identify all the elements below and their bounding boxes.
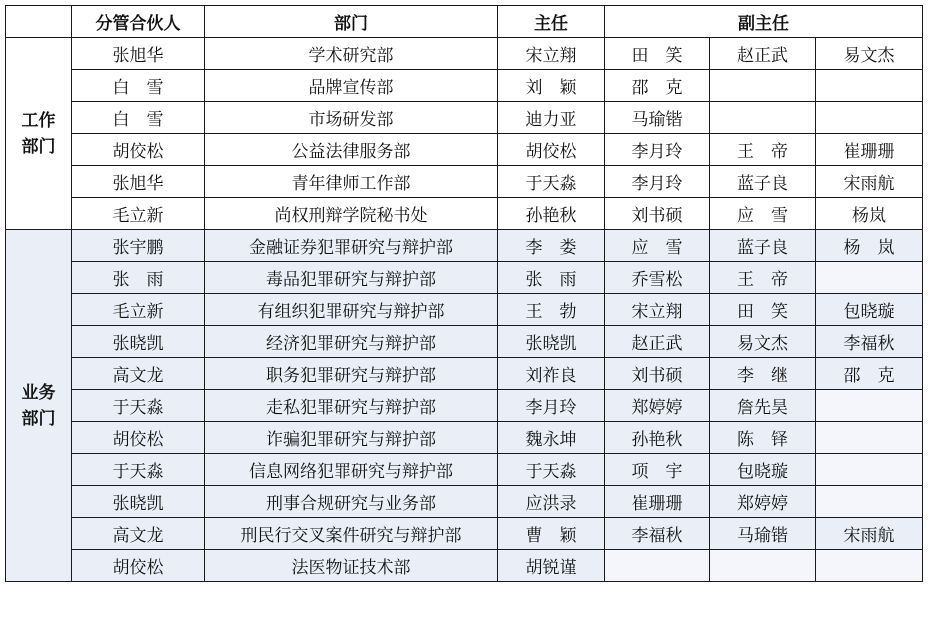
deputy-director-cell: 宋雨航 [816,518,923,550]
director-cell: 魏永坤 [498,422,605,454]
director-cell: 张 雨 [498,262,605,294]
deputy-director-cell: 邵 克 [816,358,923,390]
deputy-director-cell: 项 宇 [605,454,710,486]
deputy-director-cell: 王 帝 [710,134,816,166]
director-cell: 刘 颖 [498,70,605,102]
partner-cell: 于天淼 [72,454,205,486]
deputy-director-cell: 李 继 [710,358,816,390]
section-label [6,38,72,230]
department-cell: 诈骗犯罪研究与辩护部 [205,422,498,454]
table-row [6,38,923,70]
table-row [6,422,923,454]
director-cell: 胡锐谨 [498,550,605,582]
table-row [6,70,923,102]
department-cell: 经济犯罪研究与辩护部 [205,326,498,358]
partner-cell: 白 雪 [72,70,205,102]
partner-cell: 胡佼松 [72,134,205,166]
table-row [6,262,923,294]
deputy-director-cell [710,102,816,134]
deputy-director-cell [816,390,923,422]
director-cell: 于天淼 [498,454,605,486]
partner-cell: 张宇鹏 [72,230,205,262]
deputy-director-cell: 李福秋 [605,518,710,550]
deputy-director-cell: 田 笑 [710,294,816,326]
department-cell: 毒品犯罪研究与辩护部 [205,262,498,294]
table-row [6,358,923,390]
department-cell: 青年律师工作部 [205,166,498,198]
section-label-line: 部门 [21,136,56,157]
partner-cell: 于天淼 [72,390,205,422]
header-director: 主任 [498,6,605,38]
deputy-director-cell: 詹先昊 [710,390,816,422]
partner-cell: 毛立新 [72,294,205,326]
deputy-director-cell: 宋立翔 [605,294,710,326]
deputy-director-cell: 崔珊珊 [816,134,923,166]
deputy-director-cell [816,102,923,134]
header-section [6,6,72,38]
deputy-director-cell: 刘书硕 [605,198,710,230]
director-cell: 李月玲 [498,390,605,422]
director-cell: 胡佼松 [498,134,605,166]
section-label [6,230,72,582]
deputy-director-cell: 杨 岚 [816,230,923,262]
deputy-director-cell: 马瑜锴 [710,518,816,550]
partner-cell: 张旭华 [72,38,205,70]
table-row [6,230,923,262]
deputy-director-cell: 包晓璇 [710,454,816,486]
deputy-director-cell: 蓝子良 [710,166,816,198]
department-cell: 刑民行交叉案件研究与辩护部 [205,518,498,550]
director-cell: 迪力亚 [498,102,605,134]
section-label-line: 部门 [21,408,56,429]
department-cell: 金融证券犯罪研究与辩护部 [205,230,498,262]
department-cell: 尚权刑辩学院秘书处 [205,198,498,230]
deputy-director-cell [605,550,710,582]
director-cell: 宋立翔 [498,38,605,70]
deputy-director-cell: 郑婷婷 [605,390,710,422]
department-cell: 学术研究部 [205,38,498,70]
director-cell: 应洪录 [498,486,605,518]
deputy-director-cell: 赵正武 [710,38,816,70]
table-row [6,518,923,550]
department-cell: 信息网络犯罪研究与辩护部 [205,454,498,486]
partner-cell: 白 雪 [72,102,205,134]
director-cell: 于天淼 [498,166,605,198]
deputy-director-cell [710,70,816,102]
table-row [6,134,923,166]
department-cell: 走私犯罪研究与辩护部 [205,390,498,422]
deputy-director-cell: 王 帝 [710,262,816,294]
department-cell: 公益法律服务部 [205,134,498,166]
header-department: 部门 [205,6,498,38]
deputy-director-cell: 易文杰 [710,326,816,358]
header-partner: 分管合伙人 [72,6,205,38]
deputy-director-cell: 乔雪松 [605,262,710,294]
deputy-director-cell: 应 雪 [710,198,816,230]
business-departments-section [6,230,923,582]
section-label-line: 业务 [21,382,56,403]
deputy-director-cell [816,422,923,454]
partner-cell: 张晓凯 [72,486,205,518]
director-cell: 孙艳秋 [498,198,605,230]
work-departments-section [6,38,923,230]
deputy-director-cell: 崔珊珊 [605,486,710,518]
deputy-director-cell: 孙艳秋 [605,422,710,454]
partner-cell: 张 雨 [72,262,205,294]
deputy-director-cell [816,70,923,102]
header-deputy-director: 副主任 [605,6,923,38]
table-row [6,166,923,198]
table-row [6,326,923,358]
department-assignment-table [5,5,923,582]
deputy-director-cell: 郑婷婷 [710,486,816,518]
director-cell: 王 勃 [498,294,605,326]
department-cell: 有组织犯罪研究与辩护部 [205,294,498,326]
table-row [6,390,923,422]
deputy-director-cell: 李福秋 [816,326,923,358]
deputy-director-cell: 李月玲 [605,166,710,198]
director-cell: 李 娄 [498,230,605,262]
partner-cell: 高文龙 [72,518,205,550]
deputy-director-cell: 田 笑 [605,38,710,70]
director-cell: 张晓凯 [498,326,605,358]
deputy-director-cell: 易文杰 [816,38,923,70]
department-cell: 职务犯罪研究与辩护部 [205,358,498,390]
deputy-director-cell: 李月玲 [605,134,710,166]
table-row [6,454,923,486]
partner-cell: 胡佼松 [72,422,205,454]
partner-cell: 胡佼松 [72,550,205,582]
department-cell: 法医物证技术部 [205,550,498,582]
partner-cell: 张旭华 [72,166,205,198]
partner-cell: 张晓凯 [72,326,205,358]
table-row [6,294,923,326]
table-row [6,102,923,134]
director-cell: 刘祚良 [498,358,605,390]
table-row [6,550,923,582]
partner-cell: 高文龙 [72,358,205,390]
deputy-director-cell [816,486,923,518]
department-cell: 品牌宣传部 [205,70,498,102]
table-row [6,198,923,230]
deputy-director-cell: 赵正武 [605,326,710,358]
deputy-director-cell: 宋雨航 [816,166,923,198]
department-cell: 刑事合规研究与业务部 [205,486,498,518]
deputy-director-cell: 陈 铎 [710,422,816,454]
deputy-director-cell [816,262,923,294]
department-cell: 市场研发部 [205,102,498,134]
deputy-director-cell: 邵 克 [605,70,710,102]
director-cell: 曹 颖 [498,518,605,550]
deputy-director-cell [710,550,816,582]
deputy-director-cell [816,454,923,486]
section-label-line: 工作 [21,110,56,131]
deputy-director-cell: 蓝子良 [710,230,816,262]
deputy-director-cell: 包晓璇 [816,294,923,326]
deputy-director-cell [816,550,923,582]
deputy-director-cell: 刘书硕 [605,358,710,390]
deputy-director-cell: 马瑜锴 [605,102,710,134]
table-row [6,486,923,518]
deputy-director-cell: 杨岚 [816,198,923,230]
deputy-director-cell: 应 雪 [605,230,710,262]
header-row [6,6,923,38]
partner-cell: 毛立新 [72,198,205,230]
